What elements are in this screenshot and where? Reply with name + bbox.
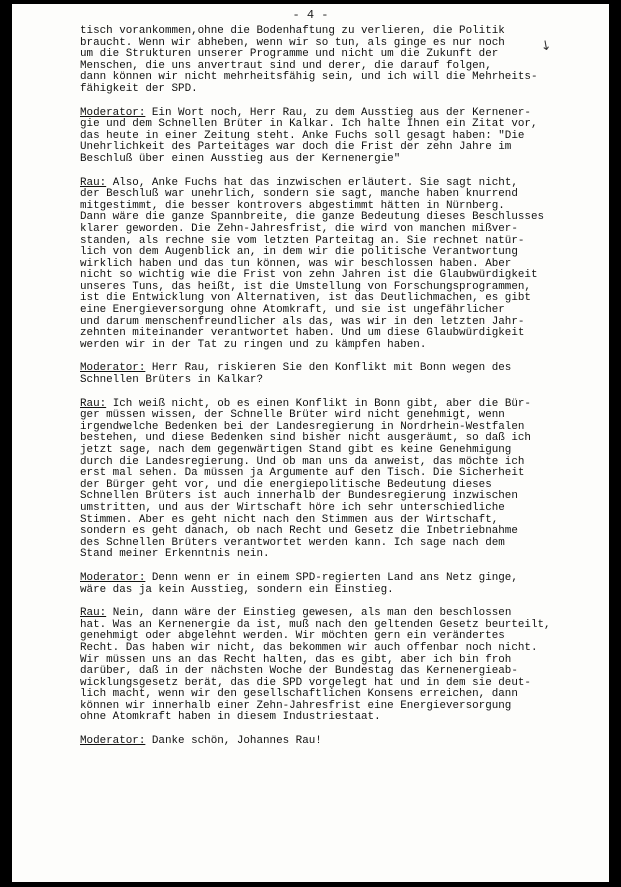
text-line: braucht. Wenn wir abheben, wenn wir so tun, als ginge es nur noch bbox=[80, 36, 505, 49]
transcript-body bbox=[80, 26, 592, 760]
text-line: klarer geworden. Die Zehn-Jahresfrist, die wird von manchen mißver- bbox=[80, 222, 518, 235]
speaker-label: Moderator: bbox=[80, 735, 146, 748]
text-line: dann können wir nicht mehrheitsfähig sein, und ich will die Mehrheits- bbox=[80, 71, 538, 84]
text-line: nicht so wichtig wie die Frist von zehn Jahren ist die Glaubwürdigkeit bbox=[80, 269, 538, 282]
line-text: Nein, dann wäre der Einstieg gewesen, als man den beschlossen bbox=[106, 607, 512, 620]
document-page bbox=[12, 4, 609, 882]
text-line: Dann wäre die ganze Spannbreite, die ganze Bedeutung dieses Beschlusses bbox=[80, 211, 545, 224]
line-text: Ich weiß nicht, ob es einen Konflikt in Bonn gibt, aber die Bür- bbox=[106, 397, 531, 410]
text-line: wäre das ja kein Ausstieg, sondern ein Einstieg. bbox=[80, 583, 394, 596]
text-line: Unehrlichkeit des Parteitages war doch die Frist der zehn Jahre im bbox=[80, 141, 512, 154]
text-line: tisch vorankommen,ohne die Bodenhaftung zu verlieren, die Politik bbox=[80, 25, 505, 37]
text-line: ohne Atomkraft haben in diesem Industriestaat. bbox=[80, 711, 381, 724]
text-line: lich von dem Augenblick an, in dem wir die politische Verantwortung bbox=[80, 246, 518, 259]
text-line: Beschluß über einen Ausstieg aus der Kernenergie" bbox=[80, 152, 401, 165]
text-line: standen, als rechne sie vom letzten Parteitag an. Sie rechnet natür- bbox=[80, 234, 525, 247]
text-line: ist die Entwicklung von Alternativen, ist das Deutlichmachen, es gibt bbox=[80, 292, 531, 305]
paragraph bbox=[80, 736, 592, 748]
text-line: fähigkeit der SPD. bbox=[80, 82, 198, 95]
text-line: Stimmen. Aber es geht nicht nach den Stimmen aus der Wirtschaft, bbox=[80, 513, 499, 526]
text-line: lich macht, wenn wir den gesellschaftlichen Konsens erreichen, dann bbox=[80, 688, 518, 701]
text-line: hat. Was an Kernenergie da ist, muß nach den geltenden Gesetz beurteilt, bbox=[80, 618, 551, 631]
text-line: jetzt sage, nach dem gegenwärtigen Stand gibt es keine Genehmigung bbox=[80, 444, 512, 456]
speaker-label: Moderator: bbox=[80, 106, 146, 119]
line-text: Herr Rau, riskieren Sie den Konflikt mit Bonn wegen des bbox=[145, 362, 512, 375]
text-line: der Bürger geht vor, und die energiepolitische Bedeutung dieses bbox=[80, 478, 492, 491]
text-line: genehmigt oder abgelehnt werden. Wir möchten gern ein verändertes bbox=[80, 630, 505, 643]
text-line: umstritten, und aus der Wirtschaft höre ich sehr unterschiedliche bbox=[80, 501, 505, 514]
text-line: um die Strukturen unserer Programme und nicht um die Zukunft der bbox=[80, 48, 499, 61]
text-line bbox=[80, 736, 592, 748]
text-line bbox=[80, 573, 592, 585]
paragraph bbox=[80, 608, 592, 724]
text-line bbox=[80, 608, 592, 620]
text-line: sondern es geht danach, ob nach Recht und Gesetz die Inbetriebnahme bbox=[80, 525, 518, 538]
text-line: eine Energieversorgung ohne Atomkraft, und sie ist ungefährlicher bbox=[80, 304, 505, 317]
text-line: erst mal sehen. Da müssen ja Argumente auf den Tisch. Die Sicherheit bbox=[80, 467, 525, 480]
page-number: - 4 - bbox=[292, 8, 329, 22]
paragraph bbox=[80, 108, 592, 166]
text-line: wicklungsgesetz berät, das die SPD vorgelegt hat und in dem sie deut- bbox=[80, 676, 531, 689]
text-line: darüber, daß in der nächsten Woche der Bundestag das Kernenergieab- bbox=[80, 665, 518, 678]
speaker-label: Rau: bbox=[80, 176, 107, 189]
paragraph bbox=[80, 26, 592, 96]
text-line: irgendwelche Bedenken bei der Landesregierung in Nordrhein-Westfalen bbox=[80, 420, 525, 433]
speaker-label: Moderator: bbox=[80, 362, 146, 375]
paragraph bbox=[80, 399, 592, 561]
text-line: durch die Landesregierung. Und ob man uns da anweist, das möchte ich bbox=[80, 455, 525, 468]
text-line: zehnten miteinander verantwortet haben. Und um diese Glaubwürdigkeit bbox=[80, 327, 525, 340]
text-line: mitgestimmt, die besser kontrovers abgestimmt hätten in Nürnberg. bbox=[80, 199, 505, 212]
text-line: Wir müssen uns an das Recht halten, das es gibt, aber ich bin froh bbox=[80, 653, 512, 666]
paragraph bbox=[80, 178, 592, 352]
text-line: Menschen, die uns anvertraut sind und derer, die darauf folgen, bbox=[80, 59, 492, 72]
line-text: Denn wenn er in einem SPD-regierten Land ans Netz ginge, bbox=[145, 571, 518, 584]
paragraph bbox=[80, 363, 592, 386]
speaker-label: Rau: bbox=[80, 397, 107, 410]
paragraph bbox=[80, 573, 592, 596]
corner-mark-icon: ↘ bbox=[536, 36, 555, 55]
speaker-label: Moderator: bbox=[80, 571, 146, 584]
text-line: können wir innerhalb einer Zehn-Jahresfrist eine Energieversorgung bbox=[80, 699, 512, 712]
speaker-label: Rau: bbox=[80, 607, 107, 620]
text-line: der Beschluß war unehrlich, sondern sie sagt, manche haben knurrend bbox=[80, 188, 518, 201]
line-text: Ein Wort noch, Herr Rau, zu dem Ausstieg aus der Kernener- bbox=[145, 106, 531, 119]
text-line: Schnellen Brüters in Kalkar? bbox=[80, 374, 263, 387]
text-line: unseres Tuns, das heißt, ist die Umstellung von Forschungsprogrammen, bbox=[80, 280, 531, 293]
text-line: Schnellen Brüters ist auch innerhalb der Bundesregierung inzwischen bbox=[80, 490, 518, 503]
text-line: werden wir in der Tat zu ringen und zu kämpfen haben. bbox=[80, 338, 427, 351]
text-line: Stand meiner Erkenntnis nein. bbox=[80, 548, 270, 561]
line-text: Also, Anke Fuchs hat das inzwischen erläutert. Sie sagt nicht, bbox=[106, 176, 518, 189]
text-line: und darum menschenfreundlicher als das, was wir in den letzten Jahr- bbox=[80, 315, 525, 328]
text-line: bestehen, und diese Bedenken sind bisher nicht ausgeräumt, so daß ich bbox=[80, 432, 531, 445]
text-line: gie und dem Schnellen Brüter in Kalkar. Ich halte Ihnen ein Zitat vor, bbox=[80, 118, 538, 131]
text-line: Recht. Das haben wir nicht, das bekommen wir auch offenbar noch nicht. bbox=[80, 641, 538, 654]
text-line: wirklich haben und das tun können, was wir beschlossen haben. Aber bbox=[80, 257, 512, 270]
line-text: Danke schön, Johannes Rau! bbox=[145, 735, 322, 748]
text-line: ger müssen wissen, der Schnelle Brüter wird nicht genehmigt, wenn bbox=[80, 409, 505, 422]
text-line: das heute in einer Zeitung steht. Anke Fuchs soll gesagt haben: "Die bbox=[80, 129, 525, 142]
text-line: des Schnellen Brüters verantwortet werden kann. Ich sage nach dem bbox=[80, 536, 505, 549]
